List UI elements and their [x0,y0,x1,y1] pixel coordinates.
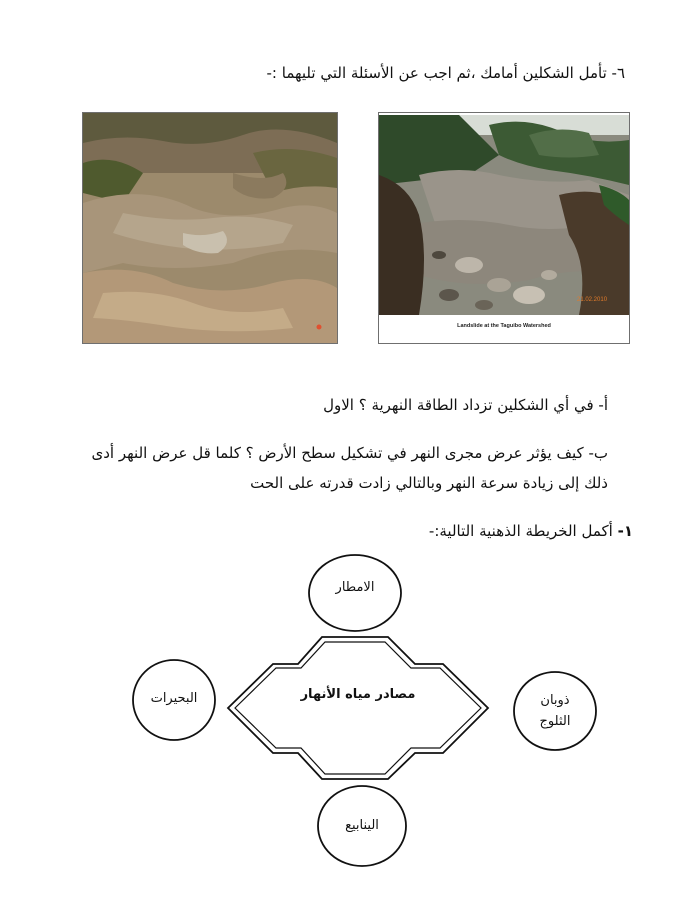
mind-map-left: البحيرات [150,691,198,706]
mind-map-bottom: الينابيع [345,818,379,833]
question-1-number: ١- [617,522,633,540]
mind-map-top: الامطار [335,580,375,595]
question-6a: أ- في أي الشكلين تزداد الطاقة النهرية ؟ الاول [323,396,608,414]
mind-map-right-line1: ذوبان [540,693,570,708]
question-1-text: أكمل الخريطة الذهنية التالية:- [428,522,613,540]
mind-map-right [515,690,595,732]
mind-map-center: مصادر مياه الأنهار [300,687,416,702]
question-6b-line2: ذلك إلى زيادة سرعة النهر وبالتالي زادت قدرته على الحت [250,474,608,492]
photo-caption: Landslide at the Taguibo Watershed [457,323,551,329]
question-6-title: ٦- تأمل الشكلين أمامك ،ثم اجب عن الأسئلة التي تليهما :- [266,64,625,82]
svg-text:21.02.2010: 21.02.2010 [577,297,608,303]
center-shape [228,637,488,779]
question-6b-line1: ب- كيف يؤثر عرض مجرى النهر في تشكيل سطح الأرض ؟ كلما قل عرض النهر أدى [91,444,608,462]
mind-map-right-line2: الثلوج [539,714,571,729]
